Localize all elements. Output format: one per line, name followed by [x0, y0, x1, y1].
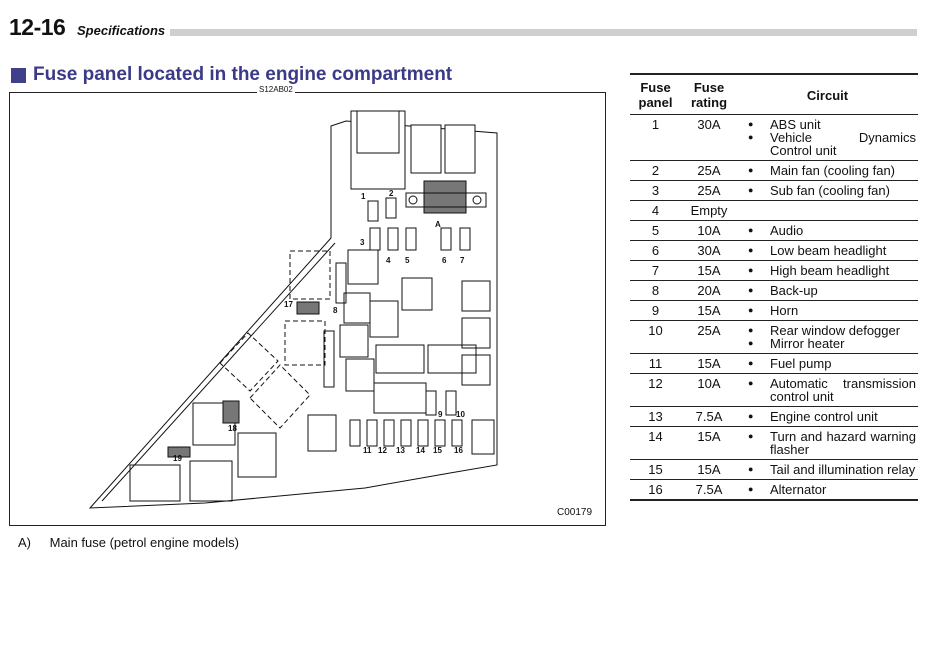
fuse-circuit	[737, 201, 918, 221]
circuit-item: ● Audio	[748, 224, 916, 237]
fuse-callout-label: 19	[173, 454, 182, 463]
figure-code: C00179	[557, 507, 593, 518]
header-fuse-panel: Fuse panel	[630, 74, 681, 115]
fuse-number: 9	[630, 301, 681, 321]
fuse-callout-label: A	[435, 220, 441, 229]
table-row	[630, 201, 918, 221]
fuse-circuit	[737, 321, 918, 354]
fuse-rating: 30A	[681, 241, 737, 261]
fuse-circuit	[737, 427, 918, 460]
fuse-rating: 15A	[681, 427, 737, 460]
fuse-number: 3	[630, 181, 681, 201]
fuse-circuit	[737, 374, 918, 407]
table-row	[630, 181, 918, 201]
fuse-callout-label: 5	[405, 256, 410, 265]
fuse-number: 4	[630, 201, 681, 221]
fuse-circuit	[737, 480, 918, 501]
circuit-item: ● Main fan (cooling fan)	[748, 164, 916, 177]
fuse-number: 15	[630, 460, 681, 480]
fuse-number: 8	[630, 281, 681, 301]
fuse-callout-label: 14	[416, 446, 425, 455]
circuit-item: ● Low beam headlight	[748, 244, 916, 257]
fuse-number: 14	[630, 427, 681, 460]
circuit-item: ● Back-up	[748, 284, 916, 297]
fuse-callout-label: 3	[360, 238, 365, 247]
fuse-callout-label: 12	[378, 446, 387, 455]
circuit-item: ● Alternator	[748, 483, 916, 496]
fuse-callout-label: 6	[442, 256, 447, 265]
fuse-callout-label: 4	[386, 256, 391, 265]
fuse-callout-label: 13	[396, 446, 405, 455]
circuit-item: ● Fuel pump	[748, 357, 916, 370]
fuse-rating: 15A	[681, 354, 737, 374]
fuse-callout-label: 7	[460, 256, 465, 265]
circuit-item: ● High beam headlight	[748, 264, 916, 277]
table-row	[630, 354, 918, 374]
fuse-table-header-row	[630, 74, 918, 115]
table-row	[630, 261, 918, 281]
fuse-number: 7	[630, 261, 681, 281]
fuse-panel-diagram	[9, 92, 606, 526]
fuse-panel-drawing	[10, 93, 607, 527]
fuse-rating: 25A	[681, 161, 737, 181]
fuse-callout-label: 18	[228, 424, 237, 433]
fuse-circuit	[737, 281, 918, 301]
heading-square-icon	[11, 68, 26, 83]
fuse-circuit	[737, 354, 918, 374]
fuse-circuit	[737, 261, 918, 281]
circuit-item: ● Horn	[748, 304, 916, 317]
fuse-callout-label: 1	[361, 192, 366, 201]
circuit-item: ● Vehicle Dynamics Control unit	[748, 131, 916, 157]
caption-text: Main fuse (petrol engine models)	[49, 535, 239, 550]
fuse-callout-label: 2	[389, 189, 394, 198]
fuse-circuit	[737, 221, 918, 241]
fuse-rating: 15A	[681, 261, 737, 281]
section-name: Specifications	[77, 23, 166, 38]
page-number: 12-16	[9, 14, 66, 40]
fuse-number: 11	[630, 354, 681, 374]
fuse-number: 5	[630, 221, 681, 241]
table-row	[630, 221, 918, 241]
fuse-rating: 30A	[681, 115, 737, 161]
fuse-circuit	[737, 407, 918, 427]
fuse-circuit	[737, 241, 918, 261]
fuse-rating: 7.5A	[681, 407, 737, 427]
fuse-number: 6	[630, 241, 681, 261]
fuse-rating: 10A	[681, 221, 737, 241]
fuse-callout-label: 15	[433, 446, 442, 455]
fuse-callout-label: 17	[284, 300, 293, 309]
circuit-item: ● Engine control unit	[748, 410, 916, 423]
figure-caption	[18, 535, 239, 550]
header-circuit: Circuit	[737, 74, 918, 115]
section-heading: Fuse panel located in the engine compartment	[33, 64, 453, 85]
table-row	[630, 241, 918, 261]
table-row	[630, 321, 918, 354]
table-row	[630, 374, 918, 407]
circuit-item: ● Rear window defogger	[748, 324, 916, 337]
fuse-callout-label: 11	[363, 446, 372, 455]
fuse-circuit	[737, 161, 918, 181]
fuse-callout-label: 10	[456, 410, 465, 419]
fuse-number: 2	[630, 161, 681, 181]
fuse-rating: 10A	[681, 374, 737, 407]
header-rule	[170, 29, 917, 36]
table-row	[630, 161, 918, 181]
table-row	[630, 460, 918, 480]
fuse-circuit	[737, 181, 918, 201]
header-fuse-rating: Fuse rating	[681, 74, 737, 115]
table-row	[630, 281, 918, 301]
circuit-item: ● Automatic transmission control unit	[748, 377, 916, 403]
circuit-item: ● Mirror heater	[748, 337, 916, 350]
table-row	[630, 301, 918, 321]
fuse-number: 12	[630, 374, 681, 407]
fuse-number: 10	[630, 321, 681, 354]
fuse-circuit	[737, 301, 918, 321]
fuse-callout-label: 8	[333, 306, 338, 315]
fuse-circuit	[737, 460, 918, 480]
circuit-item: ● ABS unit	[748, 118, 916, 131]
circuit-item: ● Sub fan (cooling fan)	[748, 184, 916, 197]
table-row	[630, 480, 918, 501]
fuse-number: 13	[630, 407, 681, 427]
table-row	[630, 427, 918, 460]
fuse-callout-label: 9	[438, 410, 443, 419]
fuse-rating: 25A	[681, 321, 737, 354]
fuse-rating: 15A	[681, 301, 737, 321]
circuit-item: ● Turn and hazard warning flasher	[748, 430, 916, 456]
circuit-item: ● Tail and illumination relay	[748, 463, 916, 476]
caption-label: A)	[18, 535, 31, 550]
fuse-rating: 15A	[681, 460, 737, 480]
fuse-number: 1	[630, 115, 681, 161]
fuse-callout-label: 16	[454, 446, 463, 455]
fuse-rating: 7.5A	[681, 480, 737, 501]
table-row	[630, 407, 918, 427]
fuse-table	[630, 73, 918, 501]
fuse-rating: 25A	[681, 181, 737, 201]
fuse-circuit	[737, 115, 918, 161]
fuse-number: 16	[630, 480, 681, 501]
fuse-rating: 20A	[681, 281, 737, 301]
table-row	[630, 115, 918, 161]
fuse-rating: Empty	[681, 201, 737, 221]
figure-tag: S12AB02	[259, 85, 293, 94]
